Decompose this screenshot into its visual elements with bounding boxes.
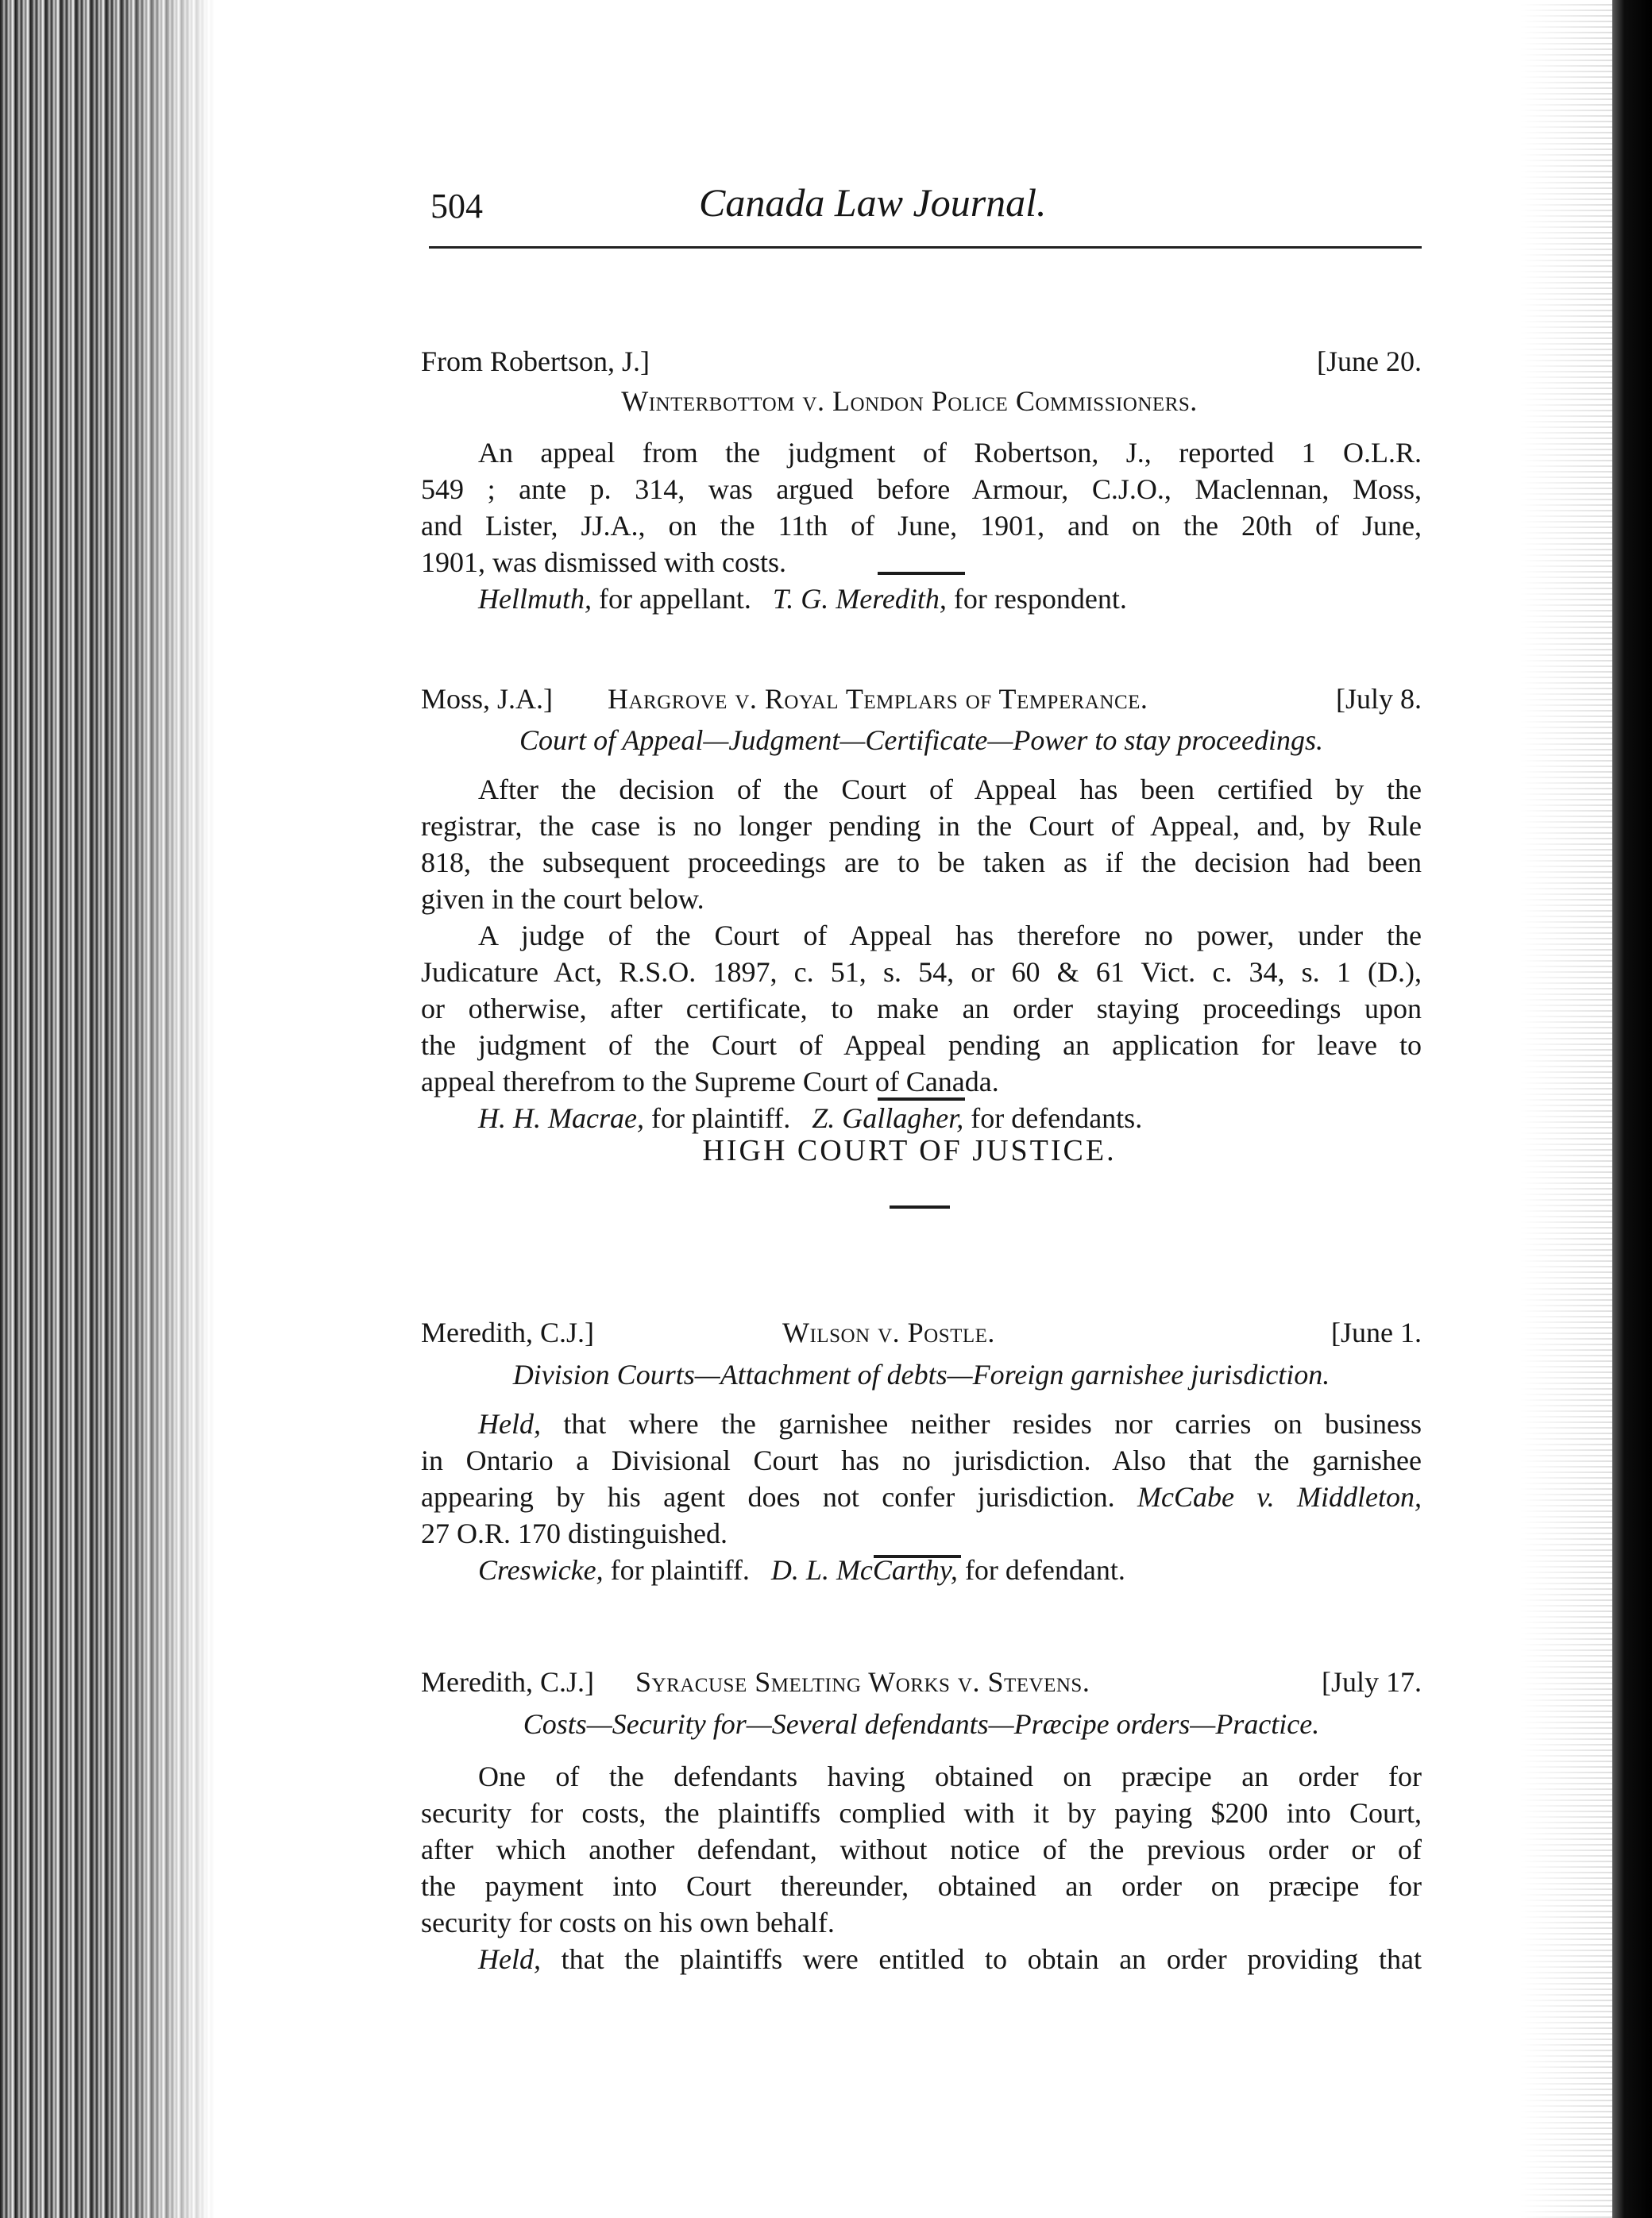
counsel-role: for plaintiff. [650,1102,791,1134]
section-heading: HIGH COURT OF JUSTICE. [702,1134,1117,1167]
case-title: Syracuse Smelting Works v. Stevens. [635,1666,1090,1698]
counsel-name: H. H. Macrae, [478,1102,644,1134]
body-line [421,1406,1422,1442]
body-line: given in the court below. [421,883,704,915]
judge-name: Meredith, C.J.] [421,1317,594,1348]
section-divider [890,1205,950,1209]
body-text: that the plaintiffs were entitled to obtain an order providing that [561,1943,1422,1975]
case-title: Hargrove v. Royal Templars of Temperance. [608,683,1148,715]
judge-name: Meredith, C.J.] [421,1666,594,1698]
case-date: [July 17. [1322,1666,1422,1698]
headnote: Division Courts—Attachment of debts—Foreign garnishee jurisdiction. [512,1359,1330,1391]
body-line [421,1479,1422,1515]
held-word: Held, [478,1943,541,1975]
counsel-role: for defendant. [964,1554,1125,1586]
body-line: A judge of the Court of Appeal has therefore no power, under the [478,920,1422,951]
body-line: the judgment of the Court of Appeal pending an application for leave to [421,1029,1422,1061]
body-line: 1901, was dismissed with costs. [421,546,787,578]
scanned-binding-right-edge [1612,0,1652,2218]
section-divider [878,572,965,575]
counsel-name: Creswicke, [478,1554,604,1586]
counsel-role: for appellant. [598,583,751,615]
section-divider [878,1097,965,1101]
journal-title: Canada Law Journal. [699,180,1047,225]
counsel-name: D. L. McCarthy, [770,1554,958,1586]
case-date: [June 1. [1331,1317,1422,1348]
case-title: Wilson v. Postle. [782,1317,995,1348]
body-line: 27 O.R. 170 distinguished. [421,1518,728,1549]
case-date: [June 20. [1317,345,1422,377]
cited-case: McCabe v. Middleton, [1137,1481,1422,1513]
counsel-name: Hellmuth, [478,583,592,615]
headnote: Court of Appeal—Judgment—Certificate—Power to stay proceedings. [519,724,1323,756]
running-head [397,159,1422,232]
scanned-page-edge-right [1520,0,1615,2218]
header-rule [429,246,1422,249]
lower-court-judge: From Robertson, J.] [421,345,650,377]
body-line: 549 ; ante p. 314, was argued before Armour, C.J.O., Maclennan, Moss, [421,473,1422,505]
body-line: An appeal from the judgment of Robertson, J., reported 1 O.L.R. [478,437,1422,469]
body-line: appeal therefrom to the Supreme Court of Canada. [421,1066,999,1097]
body-line: Judicature Act, R.S.O. 1897, c. 51, s. 54, or 60 & 61 Vict. c. 34, s. 1 (D.), [421,956,1422,988]
section-divider [874,1555,961,1558]
body-text: that where the garnishee neither resides nor carries on business [563,1408,1422,1440]
body-line: One of the defendants having obtained on præcipe an order for [478,1761,1422,1792]
journal-page [397,159,1422,1975]
case-title: Winterbottom v. London Police Commissioners. [621,385,1198,417]
body-line: After the decision of the Court of Appeal has been certified by the [478,773,1422,805]
body-line: security for costs on his own behalf. [421,1907,835,1938]
body-line: registrar, the case is no longer pending in the Court of Appeal, and, by Rule [421,810,1422,842]
counsel-role: for respondent. [953,583,1127,615]
body-text: appearing by his agent does not confer jurisdiction. [421,1481,1115,1513]
counsel-role: for plaintiff. [610,1554,750,1586]
counsel-role: for defendants. [971,1102,1143,1134]
body-line: after which another defendant, without notice of the previous order or of [421,1834,1422,1865]
page-number: 504 [430,187,483,226]
body-line: security for costs, the plaintiffs complied with it by paying $200 into Court, [421,1797,1422,1829]
body-line: the payment into Court thereunder, obtained an order on præcipe for [421,1870,1422,1902]
scanned-binding-left-edge [0,0,214,2218]
held-word: Held, [478,1408,541,1440]
body-line: 818, the subsequent proceedings are to be taken as if the decision had been [421,847,1422,878]
counsel-line [421,581,1422,617]
body-line [421,1941,1422,1977]
body-line: in Ontario a Divisional Court has no jurisdiction. Also that the garnishee [421,1445,1422,1476]
counsel-name: T. G. Meredith, [772,583,947,615]
judge-name: Moss, J.A.] [421,683,554,715]
body-line: or otherwise, after certificate, to make an order staying proceedings upon [421,993,1422,1024]
headnote: Costs—Security for—Several defendants—Præcipe orders—Practice. [523,1708,1320,1740]
counsel-name: Z. Gallagher, [812,1102,964,1134]
case-date: [July 8. [1336,683,1422,715]
counsel-line [421,1100,1422,1136]
body-line: and Lister, JJ.A., on the 11th of June, 1901, and on the 20th of June, [421,510,1422,542]
